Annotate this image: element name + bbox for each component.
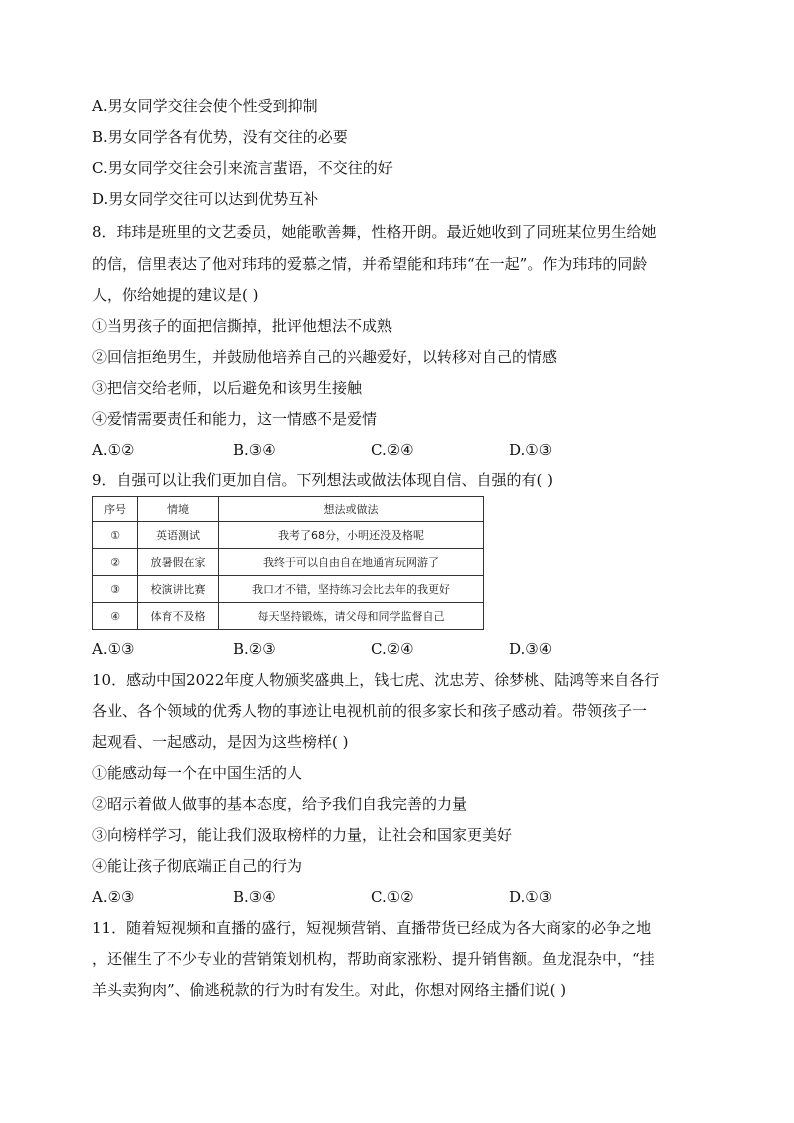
table-cell-situation: 校演讲比赛	[138, 576, 219, 603]
q8-statement-2: ②回信拒绝男生，并鼓励他培养自己的兴趣爱好，以转移对自己的情感	[92, 348, 558, 366]
table-cell-number: ③	[93, 576, 138, 603]
q8-statement-3: ③把信交给老师，以后避免和该男生接触	[92, 379, 363, 397]
q10-statement-4: ④能让孩子彻底端正自己的行为	[92, 857, 303, 875]
table-row	[93, 549, 484, 576]
q8-stem-line-3: 人，你给她提的建议是( )	[92, 286, 259, 304]
q8-option-b: B.③④	[233, 441, 276, 459]
q10-option-d: D.①③	[509, 888, 553, 906]
q11-stem-line-3: 羊头卖狗肉”、偷逃税款的行为时有发生。对此，你想对网络主播们说( )	[92, 981, 567, 999]
q11-stem-line-2: ，还催生了不少专业的营销策划机构，帮助商家涨粉、提升销售额。鱼龙混杂中，“挂	[92, 950, 655, 968]
table-row	[93, 522, 484, 549]
q7-option-b: B.男女同学各有优势，没有交往的必要	[92, 128, 348, 146]
q9-options	[92, 639, 704, 659]
q9-option-c: C.②④	[371, 640, 414, 658]
q7-option-a: A.男女同学交往会使个性受到抑制	[92, 97, 318, 115]
q10-statement-1: ①能感动每一个在中国生活的人	[92, 764, 303, 782]
q11-stem-line-1: 11．随着短视频和直播的盛行，短视频营销、直播带货已经成为各大商家的必争之地	[92, 919, 652, 937]
q8-options	[92, 440, 704, 460]
q8-option-d: D.①③	[509, 441, 553, 459]
q10-statement-2: ②昭示着做人做事的基本态度，给予我们自我完善的力量	[92, 795, 468, 813]
q8-statement-4: ④爱情需要责任和能力，这一情感不是爱情	[92, 410, 378, 428]
q7-option-c: C.男女同学交往会引来流言蜚语，不交往的好	[92, 159, 393, 177]
table-cell-situation: 放暑假在家	[138, 549, 219, 576]
table-cell-thought: 每天坚持锻炼，请父母和同学监督自己	[219, 603, 484, 630]
q10-options	[92, 887, 704, 907]
table-cell-number: ①	[93, 522, 138, 549]
q10-statement-3: ③向榜样学习，能让我们汲取榜样的力量，让社会和国家更美好	[92, 826, 513, 844]
q8-stem-line-2: 的信，信里表达了他对玮玮的爱慕之情，并希望能和玮玮“在一起”。作为玮玮的同龄	[92, 255, 648, 273]
table-header-cell: 序号	[93, 497, 138, 522]
q10-stem-line-1: 10．感动中国2022年度人物颁奖盛典上，钱七虎、沈忠芳、徐梦桃、陆鸿等来自各行	[92, 671, 660, 689]
q9-option-b: B.②③	[233, 640, 276, 658]
q9-option-d: D.③④	[509, 640, 553, 658]
table-header-row	[93, 497, 484, 522]
table-cell-number: ②	[93, 549, 138, 576]
q8-statement-1: ①当男孩子的面把信撕掉，批评他想法不成熟	[92, 317, 393, 335]
q7-option-d: D.男女同学交往可以达到优势互补	[92, 190, 319, 208]
q8-option-a: A.①②	[92, 441, 135, 459]
table-cell-situation: 英语测试	[138, 522, 219, 549]
table-cell-number: ④	[93, 603, 138, 630]
table-header-cell: 想法或做法	[219, 497, 484, 522]
table-row	[93, 576, 484, 603]
q8-option-c: C.②④	[371, 441, 414, 459]
table-header-cell: 情境	[138, 497, 219, 522]
q8-stem-line-1: 8．玮玮是班里的文艺委员，她能歌善舞，性格开朗。最近她收到了同班某位男生给她	[92, 223, 657, 241]
q9-table	[92, 496, 484, 630]
q9-option-a: A.①③	[92, 640, 135, 658]
table-row	[93, 603, 484, 630]
table-cell-situation: 体育不及格	[138, 603, 219, 630]
q9-stem: 9．自强可以让我们更加自信。下列想法或做法体现自信、自强的有( )	[92, 471, 554, 489]
table-cell-thought: 我终于可以自由自在地通宵玩网游了	[219, 549, 484, 576]
table-cell-thought: 我考了68分，小明还没及格呢	[219, 522, 484, 549]
table-cell-thought: 我口才不错，坚持练习会比去年的我更好	[219, 576, 484, 603]
q10-option-c: C.①②	[371, 888, 414, 906]
q10-option-b: B.③④	[233, 888, 276, 906]
q10-stem-line-2: 各业、各个领域的优秀人物的事迹让电视机前的很多家长和孩子感动着。带领孩子一	[92, 702, 648, 720]
q10-option-a: A.②③	[92, 888, 135, 906]
q10-stem-line-3: 起观看、一起感动，是因为这些榜样( )	[92, 733, 349, 751]
